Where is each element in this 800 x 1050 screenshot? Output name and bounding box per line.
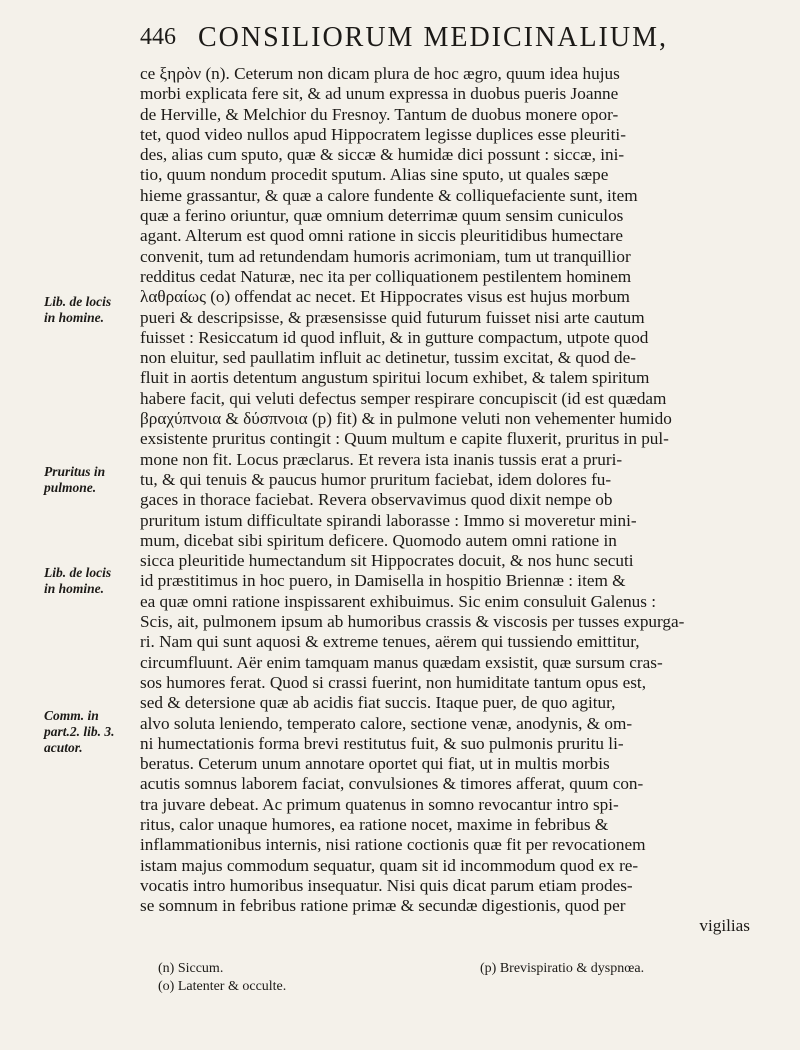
text-line: vocatis intro humoribus insequatur. Nisi quis dicat parum etiam prodes-: [140, 875, 633, 895]
text-line: istam majus commodum sequatur, quam sit id incommodum quod ex re-: [140, 855, 639, 875]
text-line: pruritum istum difficultate spirandi laborasse : Immo si moveretur mini-: [140, 510, 637, 530]
text-line: tra juvare debeat. Ac primum quatenus in somno revocantur intro spi-: [140, 794, 619, 814]
text-line: se somnum in febribus ratione primæ & secundæ digestionis, quod per: [140, 896, 626, 916]
text-line: mum, dicebat sibi spiritum deficere. Quomodo autem omni ratione in: [140, 530, 617, 550]
margin-note-line: pulmone.: [44, 480, 97, 495]
text-line: sed & detersione quæ ab acidis fiat succis. Itaque puer, de quo agitur,: [140, 693, 616, 713]
text-line-italic: fluit in aortis detentum angustum spiritui locum exhibet, & talem spiritum: [140, 368, 650, 388]
footnotes: [158, 960, 718, 1000]
footnote: (p) Brevispiratio & dyspnœa.: [480, 961, 645, 976]
margin-note-line: Pruritus in: [44, 464, 106, 479]
text-line: λαθραίως (o) offendat ac necet. Et Hippocrates visus est hujus morbum: [140, 287, 630, 307]
text-line: quæ a ferino oriuntur, quæ omnium deterrimæ quum sensim cuniculos: [140, 206, 624, 226]
text-line: redditus cedat Naturæ, nec ita per colliquationem pestilentem hominem: [140, 266, 632, 286]
margin-note: [44, 464, 136, 496]
text-line: hieme grassantur, & quæ a calore fundente & colliquefaciente sunt, item: [140, 185, 638, 205]
text-line: de Herville, & Melchior du Fresnoy. Tantum de duobus monere opor-: [140, 104, 619, 124]
text-line: des, alias cum sputo, quæ & siccæ & humidæ dici possunt : siccæ, ini-: [140, 145, 625, 165]
margin-note: [44, 708, 136, 756]
text-line: mone non fit. Locus præclarus. Et revera ista inanis tussis erat a pruri-: [140, 449, 623, 469]
text-line-italic: exsistente pruritus contingit : Quum multum e capite fluxerit, pruritus in pul-: [140, 429, 669, 449]
footnote: (o) Latenter & occulte.: [158, 979, 287, 994]
text-line: agant. Alterum est quod omni ratione in siccis pleuritidibus humectare: [140, 226, 624, 246]
text-line: ni humectationis forma brevi restitutus fuit, & suo pulmonis pruritu li-: [140, 733, 624, 753]
text-line: tio, quum nondum procedit sputum. Alias sine sputo, ut quales sæpe: [140, 165, 609, 185]
text-line: ritus, calor unaque humores, ea ratione nocet, maxime in febribus &: [140, 814, 609, 834]
margin-note: [44, 565, 136, 597]
text-line: sicca pleuritide humectandum sit Hippocrates docuit, & nos hunc secuti: [140, 551, 634, 571]
text-line: gaces in thorace faciebat. Revera observavimus quod dixit nempe ob: [140, 490, 613, 510]
text-line: pueri & descripsisse, & præsensisse quid futurum fuisset nisi arte cautum: [140, 307, 645, 327]
text-line: tet, quod video nullos apud Hippocratem legisse duplices esse pleuriti-: [140, 124, 626, 144]
body-text: [140, 64, 750, 954]
catchword: vigilias: [699, 916, 750, 936]
text-line-italic: ri. Nam qui sunt aquosi & extreme tenues, aërem qui tussiendo emittitur,: [140, 632, 640, 652]
text-line: beratus. Ceterum unum annotare oportet qui fiat, ut in multis morbis: [140, 754, 610, 774]
margin-note-line: Lib. de locis: [44, 565, 112, 580]
margin-note-line: Lib. de locis: [44, 294, 112, 309]
text-line: fuisset : Resiccatum id quod influit, & in gutture compactum, utpote quod: [140, 327, 649, 347]
text-line-italic: Scis, ait, pulmonem ipsum ab humoribus crassis & viscosis per tusses expurga-: [140, 612, 685, 632]
page-header: [140, 22, 700, 56]
margin-note-line: Comm. in: [44, 708, 99, 723]
text-line: ce ξηρὸν (n). Ceterum non dicam plura de hoc ægro, quum idea hujus: [140, 64, 620, 83]
page-number: 446: [140, 24, 176, 50]
text-line-italic: sos humores ferat. Quod si crassi fuerint, non humiditate tantum opus est,: [140, 672, 646, 692]
margin-note-line: acutor.: [44, 740, 83, 755]
text-line-italic: circumfluunt. Aër enim tamquam manus quædam exsistit, quæ sursum cras-: [140, 652, 663, 672]
text-line: morbi explicata fere sit, & ad unum expressa in duobus pueris Joanne: [140, 84, 619, 104]
text-line-italic: non eluitur, sed paullatim influit ac detinetur, tussim excitat, & quod de-: [140, 348, 636, 368]
running-title: CONSILIORUM MEDICINALIUM,: [198, 22, 668, 53]
text-line-italic: βραχύπνοια & δύσπνοια (p) fit) & in pulmone veluti non vehementer humido: [140, 409, 672, 429]
margin-note-line: in homine.: [44, 581, 105, 596]
text-line: tu, & qui tenuis & paucus humor pruritum faciebat, idem dolores fu-: [140, 469, 612, 489]
margin-note-line: part.2. lib. 3.: [44, 724, 115, 739]
text-line: alvo soluta leniendo, temperato calore, sectione venæ, anodynis, & om-: [140, 713, 633, 733]
text-line: convenit, tum ad retundendam humoris acrimoniam, tum ut tranquillior: [140, 246, 631, 266]
footnote: (n) Siccum.: [158, 961, 224, 976]
margin-note: [44, 294, 136, 326]
text-line-italic: habere facit, qui veluti defectus semper respirare concupiscit (id est quædam: [140, 388, 667, 408]
text-line: ea quæ omni ratione inspissarent exhibuimus. Sic enim consuluit Galenus :: [140, 591, 657, 611]
text-line: acutis somnus laborem faciat, convulsiones & timores afferat, quum con-: [140, 774, 644, 794]
text-line: inflammationibus internis, nisi ratione coctionis quæ fit per revocationem: [140, 835, 646, 855]
text-line: id præstitimus in hoc puero, in Damisella in hospitio Briennæ : item &: [140, 571, 626, 591]
margin-note-line: in homine.: [44, 310, 105, 325]
